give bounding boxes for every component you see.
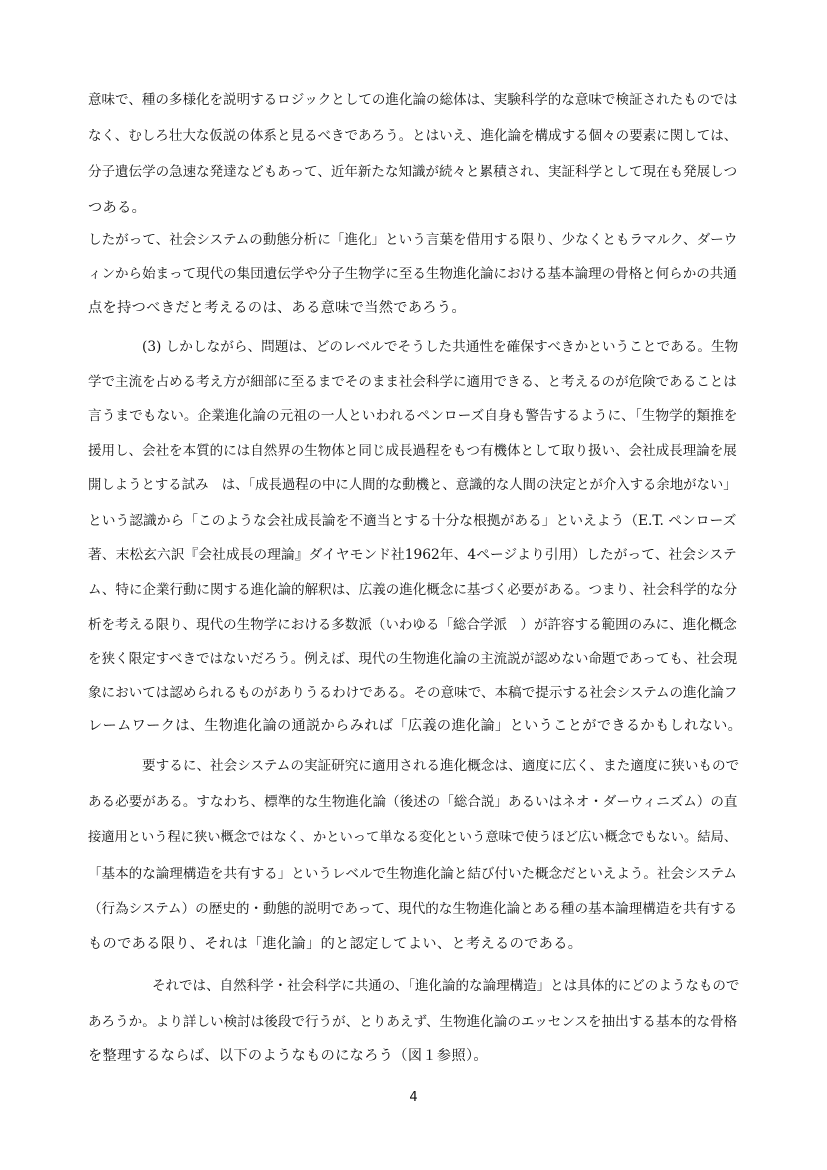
body-text-line: 「基本的な論理構造を共有する」というレベルで生物進化論と結び付いた概念だといえよう。社会システム bbox=[88, 866, 737, 882]
body-text-line: 象においては認められるものがありうるわけである。その意味で、本稿で提示する社会システムの進化論フ bbox=[88, 685, 738, 701]
body-text-line: ィンから始まって現代の集団遺伝学や分子生物学に至る生物進化論における基本論理の骨格と何らかの共通 bbox=[88, 266, 737, 282]
body-text-line: 点を持つべきだと考えるのは、ある意味で当然であろう。 bbox=[88, 300, 466, 316]
body-text-line: ものである限り、それは「進化論」的と認定してよい、と考えるのである。 bbox=[88, 936, 583, 952]
body-text-line: （行為システム）の歴史的・動態的説明であって、現代的な生物進化論とある種の基本論理構造を共有する bbox=[88, 901, 738, 917]
body-text-line: 析を考える限り、現代の生物学における多数派（いわゆる「総合学派 ）が許容する範囲のみに、進化概念 bbox=[88, 617, 737, 633]
body-text-line: レームワークは、生物進化論の通説からみれば「広義の進化論」ということができるかもしれない。 bbox=[88, 718, 743, 734]
body-text-line: 学で主流を占める考え方が細部に至るまでそのまま社会科学に適用できる、と考えるのが危険であることは bbox=[88, 374, 737, 390]
body-text-line: 開しようとする試み は、「成長過程の中に人間的な動機と、意識的な人間の決定とが介入する余地がない」 bbox=[88, 478, 737, 493]
body-text-line: それでは、自然科学・社会科学に共通の、「進化論的な論理構造」とは具体的にどのようなもので bbox=[152, 978, 740, 994]
body-text-line: 著、末松玄六訳『会社成長の理論』ダイヤモンド社1962年、4ページより引用）したがって、社会システ bbox=[88, 547, 737, 563]
body-text-line: ム、特に企業行動に関する進化論的解釈は、広義の進化概念に基づく必要がある。つまり、社会科学的な分 bbox=[88, 582, 738, 598]
body-text-line: つある。 bbox=[88, 200, 147, 216]
body-text-line: なく、むしろ壮大な仮説の体系と見るべきであろう。とはいえ、進化論を構成する個々の要素に関しては、 bbox=[88, 128, 738, 144]
body-text-line: (3) しかしながら、問題は、どのレベルでそうした共通性を確保すべきかということである。生物 bbox=[142, 339, 739, 355]
body-text-line: したがって、社会システムの動態分析に「進化」という言葉を借用する限り、少なくともラマルク、ダーウ bbox=[88, 232, 738, 248]
body-text-line: 意味で、種の多様化を説明するロジックとしての進化論の総体は、実験科学的な意味で検証されたものでは bbox=[88, 92, 738, 108]
page-number: 4 bbox=[409, 1090, 418, 1105]
body-text-line: 接適用という程に狭い概念ではなく、かといって単なる変化という意味で使うほど広い概念でもない。結局、 bbox=[88, 830, 737, 845]
body-text-line: あろうか。より詳しい検討は後段で行うが、とりあえず、生物進化論のエッセンスを抽出する基本的な骨格 bbox=[88, 1014, 738, 1030]
body-text-line: ある必要がある。すなわち、標準的な生物進化論（後述の「総合説」あるいはネオ・ダーウィニズム）の直 bbox=[88, 794, 738, 810]
body-text-line: 援用し、会社を本質的には自然界の生物体と同じ成長過程をもつ有機体として取り扱い、会社成長理論を展 bbox=[88, 443, 737, 459]
body-text-line: を整理するならば、以下のようなものになろう（図１参照）。 bbox=[88, 1048, 488, 1064]
body-text-line: 言うまでもない。企業進化論の元祖の一人といわれるペンローズ自身も警告するように、「生物学的類推を bbox=[88, 408, 738, 424]
body-text-line: を狭く限定すべきではないだろう。例えば、現代の生物進化論の主流説が認めない命題であっても、社会現 bbox=[88, 651, 738, 667]
body-text-line: という認識から「このような会社成長論を不適当とする十分な根拠がある」といえよう（E.T. ペンローズ bbox=[88, 513, 737, 529]
body-text-line: 分子遺伝学の急速な発達などもあって、近年新たな知識が続々と累積され、実証科学として現在も発展しつ bbox=[88, 164, 738, 180]
body-text-line: 要するに、社会システムの実証研究に適用される進化概念は、適度に広く、また適度に狭いもので bbox=[142, 758, 740, 774]
